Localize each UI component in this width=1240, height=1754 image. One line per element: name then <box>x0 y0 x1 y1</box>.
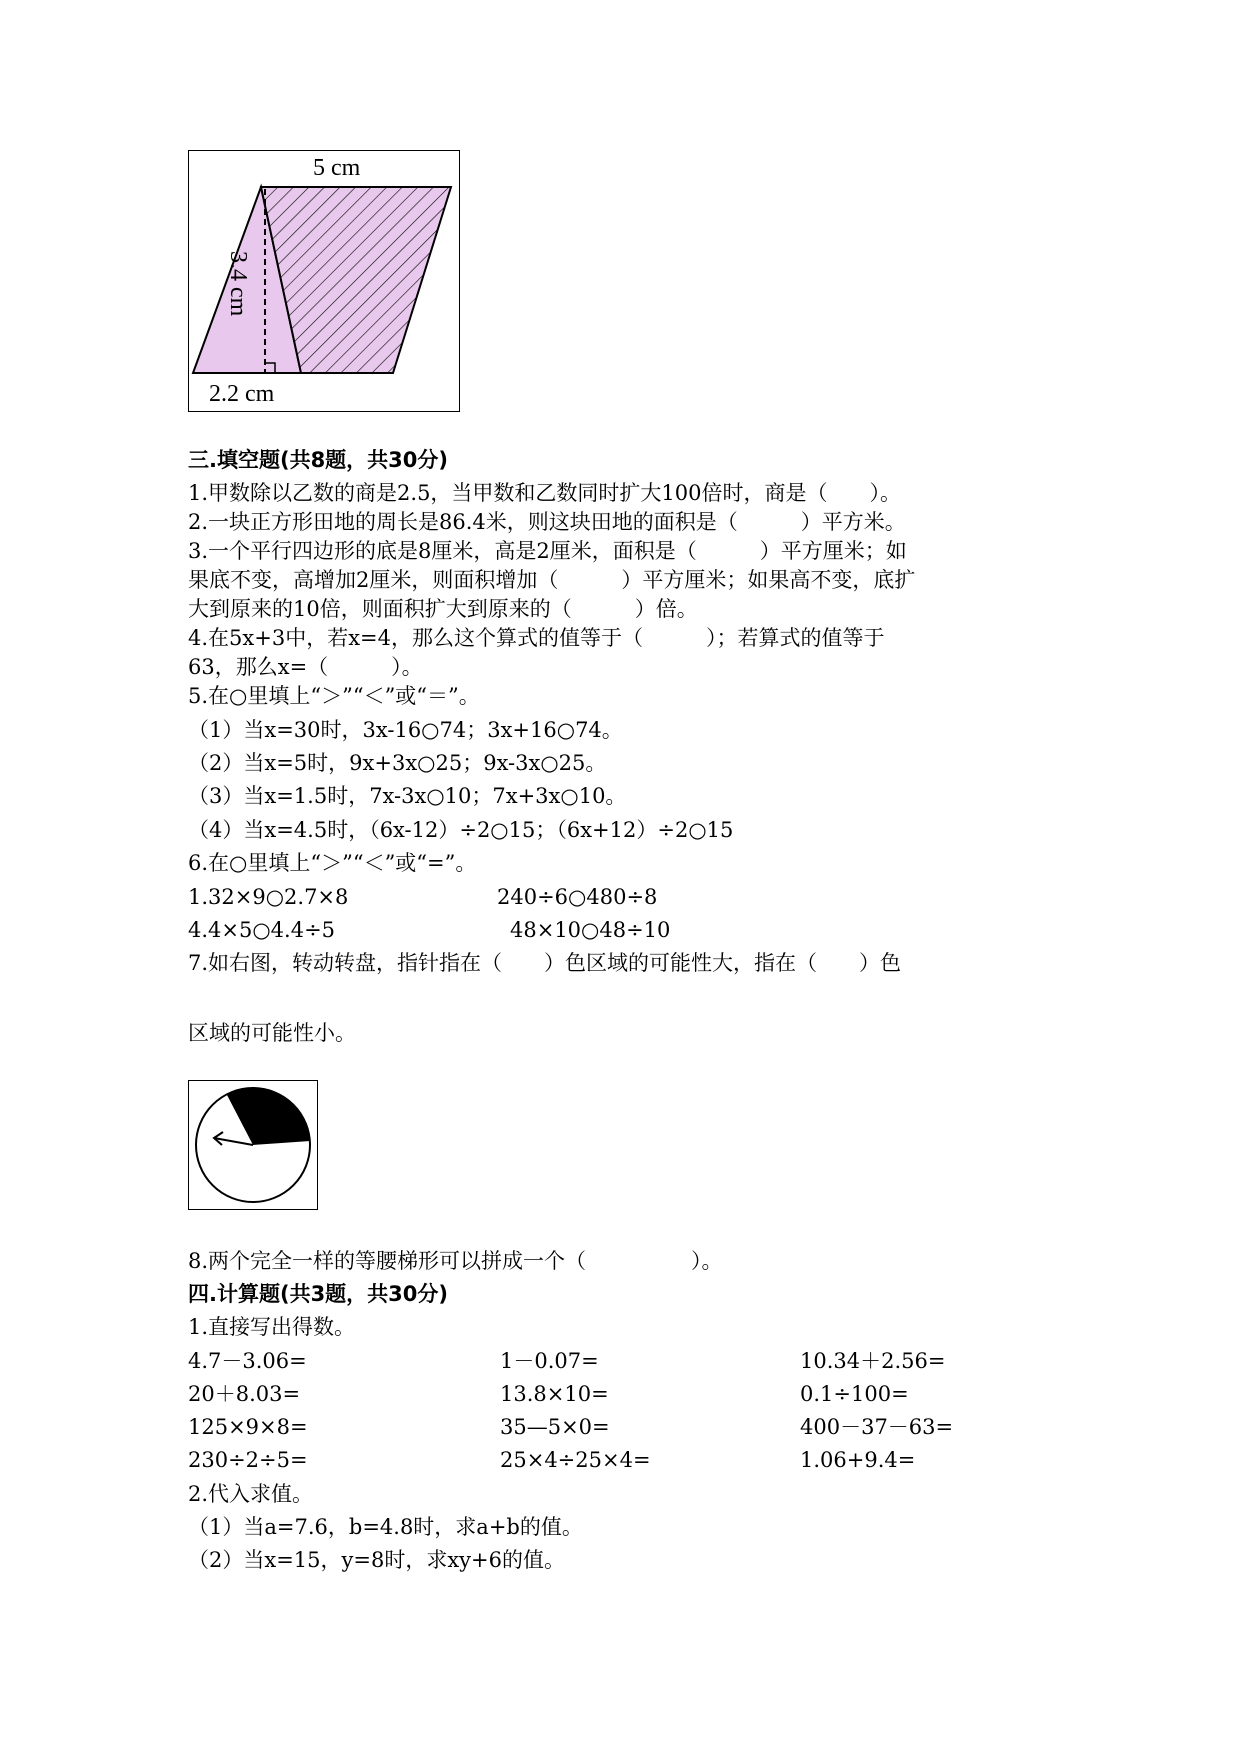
q3-5-title: 5.在○里填上“＞”“＜”或“＝”。 <box>188 684 480 708</box>
calc-r2c3: 0.1÷100= <box>800 1382 909 1406</box>
q3-6-r2c2: 48×10○48÷10 <box>510 918 671 942</box>
q4-2-item1: （1）当a=7.6，b=4.8时，求a+b的值。 <box>188 1515 583 1539</box>
spinner-diagram <box>189 1081 317 1209</box>
q3-7-line1: 7.如右图，转动转盘，指针指在（ ）色区域的可能性大，指在（ ）色 <box>188 951 902 975</box>
q3-5-item4: （4）当x=4.5时，（6x-12）÷2○15；（6x+12）÷2○15 <box>188 818 734 842</box>
calc-r4c1: 230÷2÷5= <box>188 1448 308 1472</box>
q3-6-r1c1: 1.32×9○2.7×8 <box>188 885 349 909</box>
calc-r3c1: 125×9×8= <box>188 1415 308 1439</box>
calc-r1c1: 4.7－3.06= <box>188 1349 307 1373</box>
q3-3-line3: 大到原来的10倍，则面积扩大到原来的（ ）倍。 <box>188 597 698 621</box>
calc-r2c2: 13.8×10= <box>500 1382 609 1406</box>
section-3-title: 三.填空题(共8题，共30分) <box>188 448 449 472</box>
parallelogram-diagram <box>189 151 459 411</box>
calc-r4c2: 25×4÷25×4= <box>500 1448 651 1472</box>
height-label: 3.4 cm <box>225 251 251 317</box>
q3-3-line1: 3.一个平行四边形的底是8厘米，高是2厘米，面积是（ ）平方厘米；如 <box>188 539 907 563</box>
q3-7-line2: 区域的可能性小。 <box>188 1021 356 1045</box>
q3-1: 1.甲数除以乙数的商是2.5，当甲数和乙数同时扩大100倍时，商是（ ）。 <box>188 481 902 505</box>
q3-4-line2: 63，那么x=（ ）。 <box>188 655 423 679</box>
q4-2-item2: （2）当x=15，y=8时，求xy+6的值。 <box>188 1548 566 1572</box>
q4-1-title: 1.直接写出得数。 <box>188 1315 356 1339</box>
section-4-title: 四.计算题(共3题，共30分) <box>188 1282 449 1306</box>
calc-r3c2: 35—5×0= <box>500 1415 610 1439</box>
calc-r1c3: 10.34＋2.56= <box>800 1349 946 1373</box>
q3-6-r2c1: 4.4×5○4.4÷5 <box>188 918 336 942</box>
q3-2: 2.一块正方形田地的周长是86.4米，则这块田地的面积是（ ）平方米。 <box>188 510 906 534</box>
q4-2-title: 2.代入求值。 <box>188 1482 314 1506</box>
spinner-figure <box>188 1080 318 1210</box>
q3-6-r1c2: 240÷6○480÷8 <box>497 885 658 909</box>
q3-5-item2: （2）当x=5时，9x+3x○25；9x-3x○25。 <box>188 751 607 775</box>
top-length-label: 5 cm <box>313 155 361 181</box>
q3-4-line1: 4.在5x+3中，若x=4，那么这个算式的值等于（ ）；若算式的值等于 <box>188 626 885 650</box>
calc-r1c2: 1－0.07= <box>500 1349 599 1373</box>
q3-5-item3: （3）当x=1.5时，7x-3x○10；7x+3x○10。 <box>188 784 627 808</box>
q3-5-item1: （1）当x=30时，3x-16○74；3x+16○74。 <box>188 718 623 742</box>
calc-r3c3: 400－37－63= <box>800 1415 954 1439</box>
base-length-label: 2.2 cm <box>209 381 275 407</box>
q3-3-line2: 果底不变，高增加2厘米，则面积增加（ ）平方厘米；如果高不变，底扩 <box>188 568 916 592</box>
q3-8: 8.两个完全一样的等腰梯形可以拼成一个（ ）。 <box>188 1249 723 1273</box>
calc-r4c3: 1.06+9.4= <box>800 1448 916 1472</box>
calc-r2c1: 20＋8.03= <box>188 1382 301 1406</box>
q3-6-title: 6.在○里填上“＞”“＜”或“=”。 <box>188 851 477 875</box>
parallelogram-figure <box>188 150 460 412</box>
